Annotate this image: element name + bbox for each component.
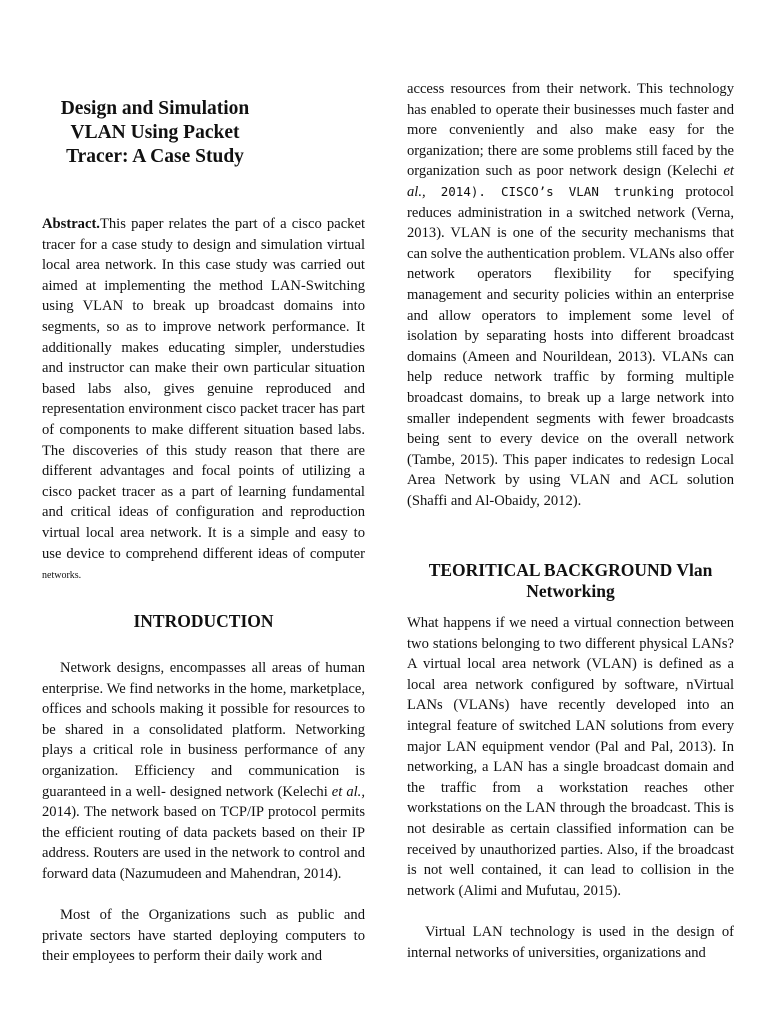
abstract-label: Abstract. (42, 216, 100, 232)
cisco-vtp-text: CISCO’s VLAN trunking (485, 183, 675, 199)
introduction-heading: INTRODUCTION (133, 611, 274, 631)
abstract-text: This paper relates the part of a cisco packet tracer for a case study to design and simulation virtual local area network. In this case study was carried out aimed at implementing the method LAN-Switching using VLAN to break up broadcast domains into segments, so as to improve network performance. It additionally makes educating simpler, understudies and instructor can make their own particular situation based labs also, gives genuine reproduced and representation environment cisco packet tracer has part of components to make different situation based labs. The discoveries of this study reason that there are different advantages and focal points of utilizing a cisco packet tracer as a part of learning fundamental and critical ideas of configuration and reproduction virtual local area network. It is a simple and easy to use device to comprehend different ideas of computer (42, 216, 365, 562)
paper-title: Design and Simulation VLAN Using Packet Tracer: A Case Study (60, 98, 250, 167)
et-al-2: et al., (407, 163, 734, 200)
continuation-paragraph: access resources from their network. This technology has enabled to operate their businesses much faster and more conveniently and also make easy for the organization; there are some problems still faced by the organization such as poor network design (Kelechi et al., 2014). CISCO’s VLAN trunking protocol reduces administration in a switched network (Verna, 2013). VLAN is one of the security mechanisms that can solve the authentication problem. VLANs also offer network operators flexibility for specifying management and security policies within an enterprise and allow operators to implement some level of isolation by separating hosts into different broadcast domains (Ameen and Nourildean, 2013). VLANs can help reduce network traffic by forming multiple broadcast domains, to break up a large network into smaller independent segments with fewer broadcasts being sent to every device on the overall network (Tambe, 2015). This paper indicates to redesign Local Area Network by using VLAN and ACL solution (Shaffi and Al-Obaidy, 2012). (407, 81, 734, 509)
introduction-paragraph-1: Network designs, encompasses all areas of human enterprise. We find networks in the home, marketplace, offices and schools making it possible for resources to be shared in a consolidated platform. Networking plays a critical role in business performance of any organization. Efficiency and communication is guaranteed in a well- designed network (Kelechi et al., 2014). The network based on TCP/IP protocol permits the efficient routing of data packets based on their IP address. Routers are used in the network to control and forward data (Nazumudeen and Mahendran, 2014). (42, 660, 365, 882)
et-al: et al., (331, 783, 365, 800)
abstract-tail: networks. (42, 570, 82, 582)
abstract (42, 214, 365, 587)
background-paragraph-2: Virtual LAN technology is used in the design of internal networks of universities, organizations and (407, 924, 734, 961)
introduction-paragraph-2: Most of the Organizations such as public and private sectors have started deploying computers to their employees to perform their daily work and (42, 907, 365, 965)
background-paragraph-1: What happens if we need a virtual connection between two stations belonging to two different physical LANs? A virtual local area network (VLAN) is defined as a local area network configured by software, nVirtual LANs (VLANs) have recently developed into an integral feature of switched LAN solutions from every major LAN equipment vendor (Pal and Pal, 2013). In networking, a LAN has a single broadcast domain and the traffic from a workstation reaches other workstations on the LAN through the broadcast. This is not desirable as certain classified information can be received by unauthorized parties. Also, if the broadcast is not well contained, it can lead to collision in the network (Alimi and Mufutau, 2015). (407, 615, 734, 899)
theoretical-background-heading: TEORITICAL BACKGROUND Vlan Networking (428, 560, 713, 601)
